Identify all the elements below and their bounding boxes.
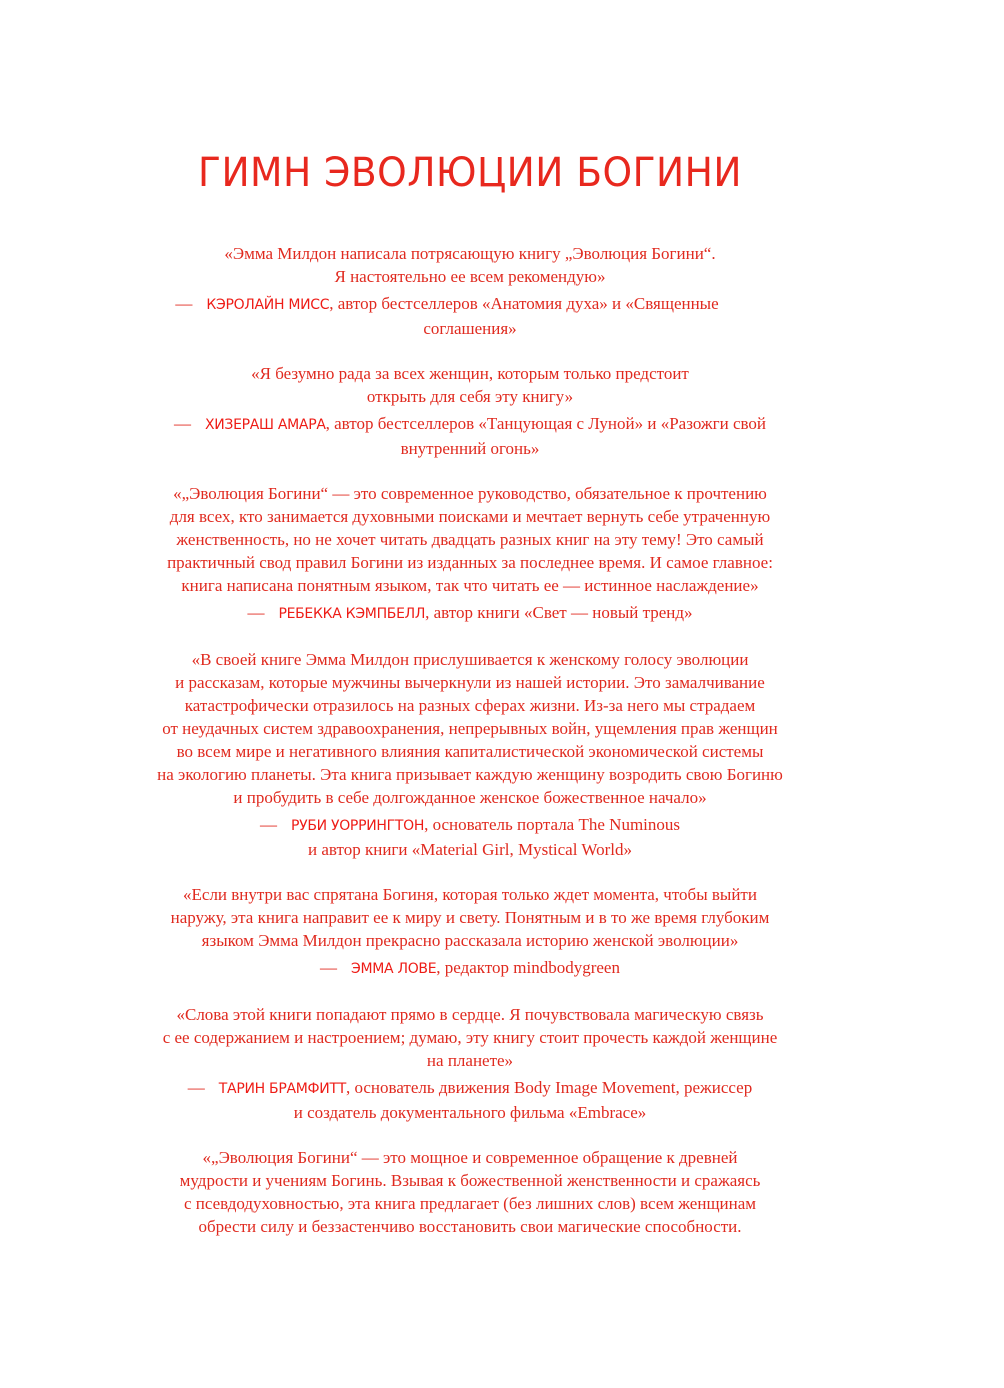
quote-line: во всем мире и негативного влияния капиталистической экономической системы [176,742,764,761]
author-description: , основатель портала The Numinous [424,815,681,834]
testimonial-quote [100,242,840,288]
attribution-line [100,412,840,437]
testimonial-quote [100,482,840,597]
quote-line: языком Эмма Милдон прекрасно рассказала историю женской эволюции» [201,931,739,950]
testimonial [100,648,840,861]
quote-line: «Если внутри вас спрятана Богиня, которая только ждет момента, чтобы выйти [183,885,757,904]
testimonial-attribution [100,601,840,626]
testimonial [100,883,840,981]
quote-line: книга написана понятным языком, так что читать ее — истинное наслаждение» [181,576,759,595]
testimonial-attribution [100,412,840,460]
testimonials-list [100,242,840,1260]
testimonial-quote [100,1003,840,1072]
em-dash: — [175,294,193,313]
quote-line: «Я безумно рада за всех женщин, которым только предстоит [251,364,689,383]
testimonial [100,362,840,460]
quote-line: Я настоятельно ее всем рекомендую» [334,267,606,286]
em-dash: — [187,1078,205,1097]
author-description: , автор бестселлеров «Танцующая с Луной» и «Разожги свой [325,414,767,433]
page-title: ГИМН ЭВОЛЮЦИИ БОГИНИ [198,150,742,196]
quote-line: от неудачных систем здравоохранения, непрерывных войн, ущемления прав женщин [162,719,778,738]
quote-line: катастрофически отразилось на разных сферах жизни. Из-за него мы страдаем [184,696,756,715]
attribution-line: и создатель документального фильма «Embrace» [293,1103,647,1122]
em-dash: — [259,815,277,834]
author-name: КЭРОЛАЙН МИСС [206,297,330,313]
em-dash: — [173,414,191,433]
testimonial-attribution [100,1076,840,1124]
testimonial [100,482,840,626]
testimonial [100,1003,840,1124]
quote-line: обрести силу и беззастенчиво восстановить свои магические способности. [198,1217,742,1236]
attribution-line: внутренний огонь» [400,439,540,458]
author-name: РУБИ УОРРИНГТОН [290,818,425,834]
attribution-line [100,601,840,626]
quote-line: мудрости и учениям Богинь. Взывая к божественной женственности и сражаясь [179,1171,761,1190]
testimonial-quote [100,362,840,408]
quote-line: с ее содержанием и настроением; думаю, эту книгу стоит прочесть каждой женщине [162,1028,778,1047]
testimonial-attribution [100,813,840,861]
quote-line: «Слова этой книги попадают прямо в сердце. Я почувствовала магическую связь [176,1005,764,1024]
author-name: ЭММА ЛОВЕ [351,961,437,977]
author-name: РЕБЕККА КЭМПБЕЛЛ [278,606,426,622]
testimonial-quote [100,648,840,809]
quote-line: и пробудить в себе долгожданное женское божественное начало» [233,788,707,807]
author-description: , редактор mindbodygreen [436,958,620,977]
attribution-line [100,813,840,838]
quote-line: на планете» [426,1051,514,1070]
testimonial-quote [100,883,840,952]
quote-line: «„Эволюция Богини“ — это современное руководство, обязательное к прочтению [173,484,767,503]
quote-line: для всех, кто занимается духовными поисками и мечтает вернуть себе утраченную [169,507,771,526]
quote-line: с псевдодуховностью, эта книга предлагает (без лишних слов) всем женщинам [183,1194,757,1213]
quote-line: «В своей книге Эмма Милдон прислушивается к женскому голосу эволюции [191,650,749,669]
attribution-line: соглашения» [423,319,517,338]
quote-line: наружу, эта книга направит ее к миру и свету. Понятным и в то же время глубоким [170,908,770,927]
testimonial-attribution [100,956,840,981]
quote-line: «„Эволюция Богини“ — это мощное и современное обращение к древней [202,1148,738,1167]
testimonial-quote [100,1146,840,1238]
attribution-line [100,1076,840,1101]
em-dash: — [247,603,265,622]
quote-line: и рассказам, которые мужчины вычеркнули из нашей истории. Это замалчивание [175,673,765,692]
quote-line: женственность, но не хочет читать двадцать разных книг на эту тему! Это самый [176,530,764,549]
testimonial [100,1146,840,1238]
testimonial-attribution [100,292,840,340]
author-description: , автор бестселлеров «Анатомия духа» и «Священные [329,294,719,313]
testimonial [100,242,840,340]
quote-line: «Эмма Милдон написала потрясающую книгу „Эволюция Богини“. [224,244,716,263]
attribution-line [54,292,840,317]
author-name: ХИЗЕРАШ АМАРА [204,417,326,433]
em-dash: — [320,958,337,977]
quote-line: открыть для себя эту книгу» [366,387,574,406]
author-description: , основатель движения Body Image Movement, режиссер [345,1078,753,1097]
quote-line: на экологию планеты. Эта книга призывает каждую женщину возродить свою Богиню [157,765,783,784]
attribution-line: и автор книги «Material Girl, Mystical World» [308,840,632,859]
attribution-line [100,956,840,981]
author-name: ТАРИН БРАМФИТТ [218,1081,346,1097]
quote-line: практичный свод правил Богини из изданных за последнее время. И самое главное: [167,553,773,572]
author-description: , автор книги «Свет — новый тренд» [425,603,693,622]
